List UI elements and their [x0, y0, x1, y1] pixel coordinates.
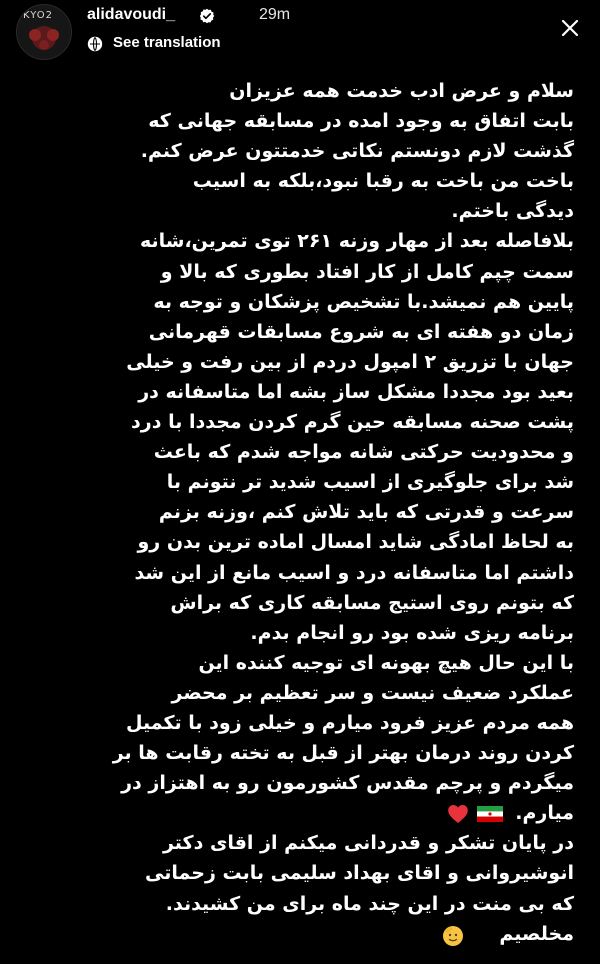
story-line: کردن روند درمان بهتر از قبل به تخته رقابت ها بر [112, 742, 574, 765]
story-line: عملکرد ضعیف نیست و سر تعظیم بر محضر [171, 681, 574, 704]
story-line: سلام و عرض ادب خدمت همه عزیزان [229, 80, 574, 102]
story-line: که بتونم روی استیج مسابقه کاری که براش [170, 591, 574, 614]
story-header [0, 0, 600, 62]
translate-icon [87, 36, 103, 52]
story-line: و محدودیت حرکتی شانه مواجه شدم که باعث [153, 441, 574, 464]
story-line: با این حال هیچ بهونه ای توجیه کننده این [198, 651, 574, 674]
story-line: که بی منت در این چند ماه برای من کشیدند. [165, 892, 574, 915]
heart-icon [447, 804, 469, 824]
verified-badge-icon [199, 8, 215, 24]
story-line: در پایان تشکر و قدردانی میکنم از اقای دکتر [162, 832, 574, 855]
story-line: میارم. [515, 802, 574, 825]
see-translation-button[interactable]: See translation [113, 34, 221, 51]
username[interactable]: alidavoudi_ [87, 6, 176, 23]
story-line: برنامه ریزی شده بود رو انجام بدم. [250, 621, 574, 644]
story-line: بابت اتفاق به وجود امده در مسابقه جهانی که [148, 110, 574, 133]
story-line: میگردم و پرچم مقدس کشورمون رو به اهتزاز در [121, 772, 574, 795]
story-line: به لحاظ امادگی شاید امسال اماده ترین بدن رو [137, 531, 574, 554]
story-line: پشت صحنه مسابقه حین گرم کردن مجددا با درد [131, 411, 574, 434]
story-line: پایین هم نمیشد.با تشخیص پزشکان و توجه به [153, 290, 574, 313]
story-line: شد برای جلوگیری از اسیب شدید تر نتونم با [166, 471, 574, 494]
story-line: داشتم اما متاسفانه درد و اسیب مانع از این شد [134, 561, 574, 584]
iran-flag-icon [477, 806, 503, 822]
story-line: مخلصیم [499, 922, 574, 945]
story-line: دیدگی باختم. [451, 200, 574, 223]
story-line: بعید بود مجددا مشکل ساز بشه اما متاسفانه در [138, 380, 574, 403]
salute-emoji-icon [442, 925, 464, 947]
story-line: گذشت لازم دونستم نکاتی خدمتتون عرض کنم. [140, 140, 574, 163]
story-line: باخت من باخت به رقبا نبود،بلکه به اسیب [192, 170, 574, 193]
avatar[interactable] [16, 4, 72, 60]
story-line: همه مردم عزیز فرود میارم و خیلی زود با تکمیل [126, 711, 574, 734]
story-line: زمان دو هفته ای به شروع مسابقات قهرمانی [148, 320, 574, 343]
story-line: سمت چپم کامل از کار افتاد بطوری که بالا و [160, 260, 574, 283]
avatar-text: KYO2 [23, 10, 53, 21]
story-line: جهان با تزریق ۲ امپول دردم از بین رفت و خیلی [126, 350, 574, 373]
post-time: 29m [259, 6, 291, 23]
story-line: بلافاصله بعد از مهار وزنه ۲۶۱ توی تمرین،شانه [139, 230, 574, 253]
close-icon[interactable] [560, 18, 580, 38]
story-line: سرعت و قدرتی که باید تلاش کنم ،وزنه بزنم [158, 501, 574, 524]
story-line: انوشیروانی و اقای بهداد سلیمی بابت زحماتی [145, 862, 574, 885]
